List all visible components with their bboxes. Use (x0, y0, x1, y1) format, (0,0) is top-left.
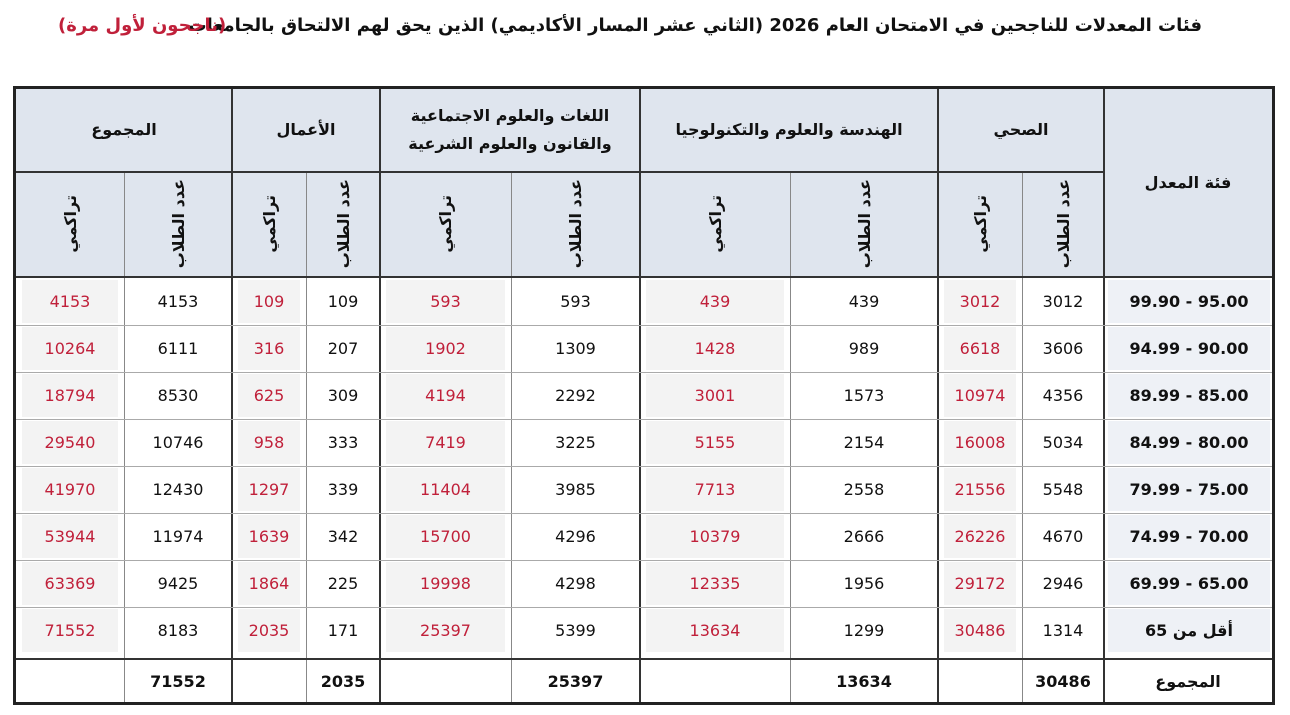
count-cell (130, 374, 226, 417)
count-cell (312, 280, 374, 323)
count-cell (130, 327, 226, 370)
row-avg-range (1108, 562, 1270, 605)
cumulative-value: 19998 (420, 574, 471, 593)
count-value: 1314 (1042, 621, 1084, 640)
count-value: 1309 (555, 339, 596, 358)
sub-header-count (511, 171, 640, 276)
count-cell (796, 280, 932, 323)
grid-vline (511, 171, 512, 702)
group-header-label: اللغات والعلوم الاجتماعية والقانون والعلوم الشرعية (408, 106, 612, 153)
count-value: 8183 (157, 621, 199, 640)
grid-hline (16, 171, 1104, 173)
cumulative-value: 29540 (44, 433, 96, 452)
count-cell (312, 468, 374, 511)
avg-range-text: 94.99 - 90.00 (1129, 339, 1249, 358)
avg-header-label: فئة المعدل (1144, 173, 1232, 192)
cumulative-cell (944, 562, 1016, 605)
count-cell (312, 327, 374, 370)
total-cell (306, 660, 380, 702)
count-cell (796, 374, 932, 417)
sub-header-cumulative-label: تراكمي (705, 194, 725, 253)
avg-range-text: 89.99 - 85.00 (1129, 386, 1249, 405)
sub-header-count-label: عدد الطلاب (168, 178, 188, 269)
count-value: 339 (327, 480, 359, 499)
count-value: 6111 (157, 339, 199, 358)
total-value: 13634 (836, 671, 892, 691)
cumulative-value: 1902 (425, 339, 466, 358)
title-main: فئات المعدلات للناجحين في الامتحان العام 2026 (الثاني عشر المسار الأكاديمي) الذين يحق لهم الالتحاق بالجامعات (188, 15, 1202, 36)
count-value: 2558 (843, 480, 885, 499)
count-value: 4296 (555, 527, 596, 546)
total-cell (16, 660, 124, 702)
cumulative-cell (386, 327, 505, 370)
grid-vline (1103, 89, 1105, 702)
cumulative-value: 625 (253, 386, 285, 405)
group-header-label: المجموع (91, 120, 157, 139)
cumulative-cell (386, 421, 505, 464)
row-avg-range (1108, 374, 1270, 417)
count-value: 333 (327, 433, 359, 452)
grid-vline (231, 89, 233, 702)
cumulative-cell (944, 327, 1016, 370)
avg-range-text: 74.99 - 70.00 (1129, 527, 1249, 546)
count-cell (312, 421, 374, 464)
grid-hline (16, 325, 1272, 326)
count-value: 342 (327, 527, 359, 546)
total-value: 25397 (547, 671, 604, 691)
count-value: 2666 (843, 527, 885, 546)
total-cell (124, 660, 232, 702)
cumulative-value: 2035 (248, 621, 290, 640)
count-value: 11974 (152, 527, 204, 546)
cumulative-value: 29172 (954, 574, 1006, 593)
count-value: 5034 (1042, 433, 1084, 452)
count-cell (1028, 374, 1098, 417)
count-cell (517, 609, 634, 652)
group-header-label: الهندسة والعلوم والتكنولوجيا (675, 120, 903, 139)
cumulative-value: 26226 (954, 527, 1006, 546)
cumulative-value: 16008 (954, 433, 1006, 452)
cumulative-value: 1428 (694, 339, 736, 358)
cumulative-value: 41970 (44, 480, 96, 499)
title-highlight: (ناجحون لأول مرة) (58, 15, 227, 36)
total-value: 71552 (150, 671, 206, 691)
cumulative-cell (386, 609, 505, 652)
cumulative-cell (386, 280, 505, 323)
grid-vline (1022, 171, 1023, 702)
cumulative-value: 10379 (689, 527, 741, 546)
total-value: 2035 (320, 671, 366, 691)
cumulative-cell (944, 468, 1016, 511)
total-label: المجموع (1155, 671, 1221, 691)
cumulative-cell (646, 562, 784, 605)
page-title (0, 6, 1290, 46)
total-label-cell (1104, 660, 1272, 702)
cumulative-cell (22, 609, 118, 652)
sub-header-cumulative (938, 171, 1022, 276)
count-cell (1028, 562, 1098, 605)
row-avg-range (1108, 327, 1270, 370)
cumulative-value: 3012 (959, 292, 1001, 311)
count-value: 5399 (555, 621, 596, 640)
group-header (938, 89, 1104, 171)
count-value: 3012 (1042, 292, 1084, 311)
count-cell (517, 468, 634, 511)
cumulative-cell (22, 374, 118, 417)
sub-header-cumulative-label: تراكمي (436, 194, 455, 253)
total-cell (640, 660, 790, 702)
sub-header-count (124, 171, 232, 276)
cumulative-value: 5155 (694, 433, 736, 452)
group-header (232, 89, 380, 171)
grid-vline (306, 171, 307, 702)
grid-hline (16, 276, 1272, 278)
grid-vline (937, 89, 939, 702)
row-avg-range (1108, 421, 1270, 464)
grid-hline (16, 658, 1272, 660)
sub-header-cumulative (232, 171, 306, 276)
cumulative-cell (238, 280, 300, 323)
cumulative-cell (238, 327, 300, 370)
sub-header-cumulative-label: تراكمي (60, 194, 80, 253)
count-value: 207 (327, 339, 359, 358)
count-cell (130, 609, 226, 652)
cumulative-cell (386, 374, 505, 417)
cumulative-cell (944, 280, 1016, 323)
count-cell (796, 515, 932, 558)
sub-header-cumulative-label: تراكمي (259, 194, 279, 253)
count-value: 4670 (1042, 527, 1084, 546)
cumulative-cell (238, 468, 300, 511)
sub-header-cumulative (380, 171, 511, 276)
sub-header-count (1022, 171, 1104, 276)
count-value: 8530 (157, 386, 199, 405)
grid-hline (16, 419, 1272, 420)
avg-range-text: 69.99 - 65.00 (1129, 574, 1249, 593)
count-cell (517, 421, 634, 464)
cumulative-cell (386, 468, 505, 511)
cumulative-cell (238, 515, 300, 558)
count-cell (1028, 609, 1098, 652)
cumulative-value: 6618 (959, 339, 1001, 358)
cumulative-cell (646, 327, 784, 370)
total-cell (380, 660, 511, 702)
cumulative-cell (22, 515, 118, 558)
averages-table (13, 86, 1275, 705)
sub-header-count (306, 171, 380, 276)
grid-hline (16, 560, 1272, 561)
grid-hline (16, 513, 1272, 514)
cumulative-cell (646, 468, 784, 511)
count-cell (1028, 421, 1098, 464)
cumulative-cell (238, 421, 300, 464)
count-cell (1028, 515, 1098, 558)
cumulative-value: 593 (430, 292, 461, 311)
total-cell (790, 660, 938, 702)
row-avg-range (1108, 280, 1270, 323)
row-avg-range (1108, 609, 1270, 652)
cumulative-value: 316 (253, 339, 285, 358)
cumulative-value: 7713 (694, 480, 736, 499)
count-value: 2292 (555, 386, 596, 405)
grid-vline (124, 171, 125, 702)
count-value: 12430 (152, 480, 204, 499)
count-value: 10746 (152, 433, 204, 452)
total-cell (938, 660, 1022, 702)
cumulative-value: 10264 (44, 339, 96, 358)
count-value: 2154 (843, 433, 885, 452)
cumulative-cell (944, 609, 1016, 652)
count-value: 3225 (555, 433, 596, 452)
count-cell (796, 421, 932, 464)
count-value: 4153 (157, 292, 199, 311)
cumulative-value: 3001 (694, 386, 736, 405)
group-header-label: الأعمال (276, 120, 336, 139)
cumulative-cell (646, 515, 784, 558)
cumulative-value: 1864 (248, 574, 290, 593)
cumulative-value: 7419 (425, 433, 466, 452)
count-value: 309 (327, 386, 359, 405)
count-cell (312, 515, 374, 558)
cumulative-value: 109 (253, 292, 285, 311)
cumulative-value: 13634 (689, 621, 741, 640)
cumulative-cell (646, 280, 784, 323)
cumulative-value: 12335 (689, 574, 741, 593)
row-avg-range (1108, 468, 1270, 511)
count-cell (796, 609, 932, 652)
cumulative-cell (386, 562, 505, 605)
count-value: 4298 (555, 574, 596, 593)
count-value: 109 (327, 292, 359, 311)
count-cell (130, 280, 226, 323)
total-cell (511, 660, 640, 702)
count-value: 4356 (1042, 386, 1084, 405)
cumulative-value: 10974 (954, 386, 1006, 405)
cumulative-cell (238, 374, 300, 417)
count-value: 439 (848, 292, 880, 311)
sub-header-cumulative (16, 171, 124, 276)
count-cell (796, 562, 932, 605)
count-cell (517, 280, 634, 323)
count-cell (130, 562, 226, 605)
count-cell (312, 562, 374, 605)
count-value: 171 (327, 621, 359, 640)
grid-hline (16, 607, 1272, 608)
count-value: 3985 (555, 480, 596, 499)
avg-header (1104, 89, 1272, 276)
cumulative-cell (22, 562, 118, 605)
count-cell (130, 468, 226, 511)
count-cell (517, 562, 634, 605)
count-cell (517, 374, 634, 417)
avg-range-text: أقل من 65 (1145, 621, 1233, 640)
cumulative-value: 439 (699, 292, 731, 311)
cumulative-value: 4194 (425, 386, 466, 405)
cumulative-value: 21556 (954, 480, 1006, 499)
total-value: 30486 (1035, 671, 1091, 691)
grid-vline (379, 89, 381, 702)
count-cell (796, 468, 932, 511)
grid-hline (16, 466, 1272, 467)
count-value: 1956 (843, 574, 885, 593)
cumulative-value: 63369 (44, 574, 96, 593)
sub-header-cumulative (640, 171, 790, 276)
grid-vline (639, 89, 641, 702)
count-value: 225 (327, 574, 359, 593)
cumulative-cell (646, 421, 784, 464)
count-value: 1573 (843, 386, 885, 405)
sub-header-count-label: عدد الطلاب (854, 178, 874, 269)
avg-range-text: 84.99 - 80.00 (1129, 433, 1249, 452)
cumulative-cell (22, 468, 118, 511)
row-avg-range (1108, 515, 1270, 558)
count-cell (1028, 468, 1098, 511)
grid-vline (790, 171, 791, 702)
cumulative-cell (646, 609, 784, 652)
cumulative-value: 4153 (49, 292, 91, 311)
cumulative-cell (238, 562, 300, 605)
count-value: 3606 (1042, 339, 1084, 358)
cumulative-value: 18794 (44, 386, 96, 405)
cumulative-cell (386, 515, 505, 558)
count-cell (1028, 327, 1098, 370)
sub-header-count-label: عدد الطلاب (333, 178, 353, 269)
count-cell (312, 609, 374, 652)
sub-header-count-label: عدد الطلاب (1053, 178, 1073, 269)
cumulative-value: 958 (253, 433, 285, 452)
total-cell (1022, 660, 1104, 702)
count-value: 989 (848, 339, 880, 358)
count-cell (1028, 280, 1098, 323)
avg-range-text: 99.90 - 95.00 (1129, 292, 1249, 311)
count-value: 2946 (1042, 574, 1084, 593)
cumulative-value: 11404 (420, 480, 471, 499)
group-header (640, 89, 938, 171)
count-cell (130, 515, 226, 558)
cumulative-cell (944, 374, 1016, 417)
cumulative-cell (944, 515, 1016, 558)
cumulative-cell (238, 609, 300, 652)
sub-header-count (790, 171, 938, 276)
count-cell (517, 327, 634, 370)
cumulative-value: 1639 (248, 527, 290, 546)
group-header-label: الصحي (993, 120, 1049, 139)
count-cell (796, 327, 932, 370)
grid-hline (16, 372, 1272, 373)
count-cell (312, 374, 374, 417)
count-cell (130, 421, 226, 464)
count-value: 9425 (157, 574, 199, 593)
cumulative-value: 30486 (954, 621, 1006, 640)
cumulative-cell (944, 421, 1016, 464)
cumulative-value: 71552 (44, 621, 96, 640)
cumulative-value: 1297 (248, 480, 290, 499)
cumulative-value: 25397 (420, 621, 471, 640)
sub-header-cumulative-label: تراكمي (970, 194, 990, 253)
sub-header-count-label: عدد الطلاب (566, 178, 585, 269)
cumulative-cell (646, 374, 784, 417)
cumulative-value: 15700 (420, 527, 471, 546)
count-cell (517, 515, 634, 558)
count-value: 1299 (843, 621, 885, 640)
group-header (16, 89, 232, 171)
total-cell (232, 660, 306, 702)
avg-range-text: 79.99 - 75.00 (1129, 480, 1249, 499)
group-header (380, 89, 640, 171)
cumulative-cell (22, 421, 118, 464)
cumulative-cell (22, 327, 118, 370)
cumulative-cell (22, 280, 118, 323)
cumulative-value: 53944 (44, 527, 96, 546)
count-value: 5548 (1042, 480, 1084, 499)
count-value: 593 (560, 292, 591, 311)
